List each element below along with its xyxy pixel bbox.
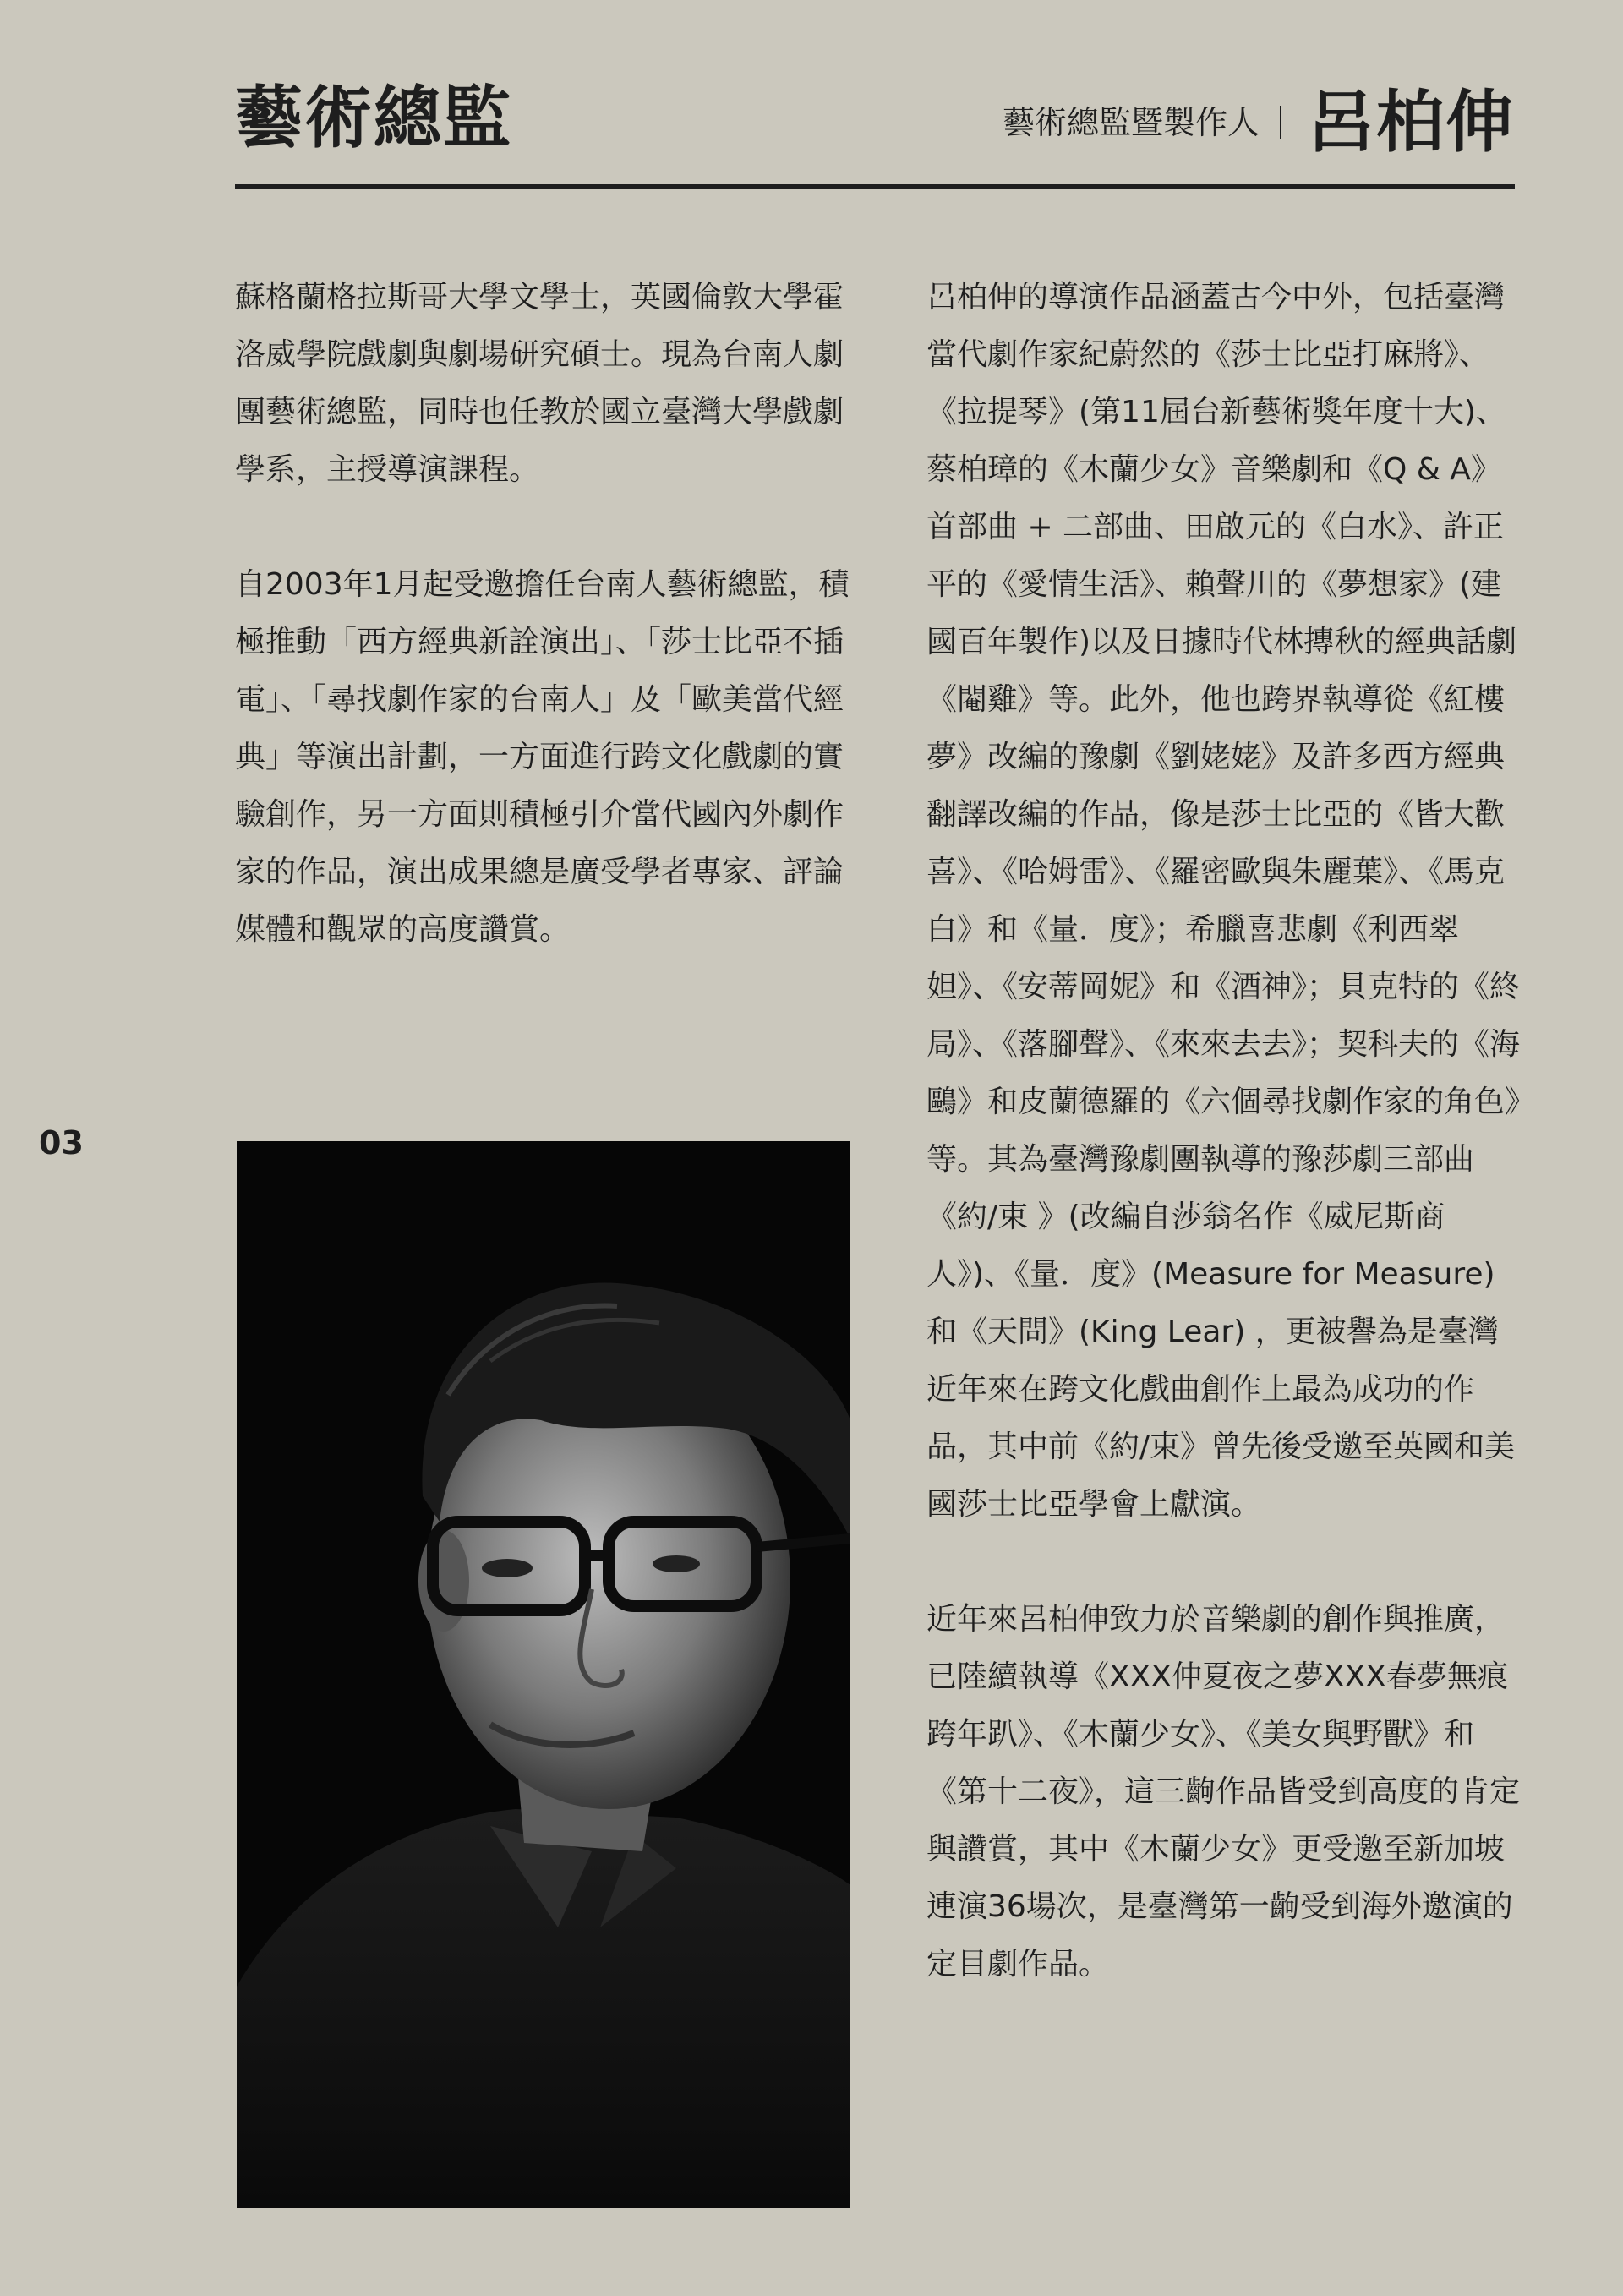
works-paragraph: 呂柏伸的導演作品涵蓋古今中外，包括臺灣當代劇作家紀蔚然的《莎士比亞打麻將》、《拉提琴》(第11屆台新藝術獎年度十大)、蔡柏璋的《木蘭少女》音樂劇和《Q & A》首部曲 + 二部曲、田啟元的《白水》、許正平的《愛情生活》、賴聲川的《夢想家》(建國百年製作)以及日據時代林摶秋的經典話劇《閹雞》等。此外，他也跨界執導從《紅樓夢》改編的豫劇《劉姥姥》及許多西方經典翻譯改編的作品，像是莎士比亞的《皆大歡喜》、《哈姆雷》、《羅密歐與朱麗葉》、《馬克白》和《量．度》；希臘喜悲劇《利西翠妲》、《安蒂岡妮》和《酒神》；貝克特的《終局》、《落腳聲》、《來來去去》；契科夫的《海鷗》和皮蘭德羅的《六個尋找劇作家的角色》等。其為臺灣豫劇團執導的豫莎劇三部曲《約/束 》(改編自莎翁名作《威尼斯商人》)、《量．度》(Measure for Measure) 和《天問》(King Lear) ，更被譽為是臺灣近年來在跨文化戲曲創作上最為成功的作品，其中前《約/束》曾先後受邀至英國和美國莎士比亞學會上獻演。	[926, 280, 1521, 1522]
bio-paragraph-education: 蘇格蘭格拉斯哥大學文學士，英國倫敦大學霍洛威學院戲劇與劇場研究碩士。現為台南人劇團藝術總監，同時也任教於國立臺灣大學戲劇學系，主授導演課程。	[235, 280, 844, 487]
portrait-photo	[237, 1141, 850, 2208]
header-divider	[1280, 106, 1281, 139]
role-label: 藝術總監暨製作人	[1002, 104, 1260, 141]
header-rule	[235, 184, 1515, 189]
bio-paragraph-career: 自2003年1月起受邀擔任台南人藝術總監，積極推動「西方經典新詮演出」、「莎士比亞不插電」、「尋找劇作家的台南人」及「歐美當代經典」等演出計劃，一方面進行跨文化戲劇的實驗創作，另一方面則積極引介當代國內外劇作家的作品，演出成果總是廣受學者專家、評論媒體和觀眾的高度讚賞。	[235, 567, 850, 947]
page-title: 藝術總監	[235, 79, 512, 157]
left-column	[235, 269, 855, 959]
portrait-illustration	[237, 1141, 850, 2208]
director-name: 呂柏伸	[1307, 83, 1515, 161]
page-number: 03	[39, 1124, 84, 1162]
header-credit	[1002, 83, 1515, 161]
musicals-paragraph: 近年來呂柏伸致力於音樂劇的創作與推廣，已陸續執導《XXX仲夏夜之夢XXX春夢無痕跨年趴》、《木蘭少女》、《美女與野獸》和《第十二夜》，這三齣作品皆受到高度的肯定與讚賞，其中《木蘭少女》更受邀至新加坡連演36場次，是臺灣第一齣受到海外邀演的定目劇作品。	[926, 1602, 1521, 1982]
right-column	[926, 269, 1527, 1993]
